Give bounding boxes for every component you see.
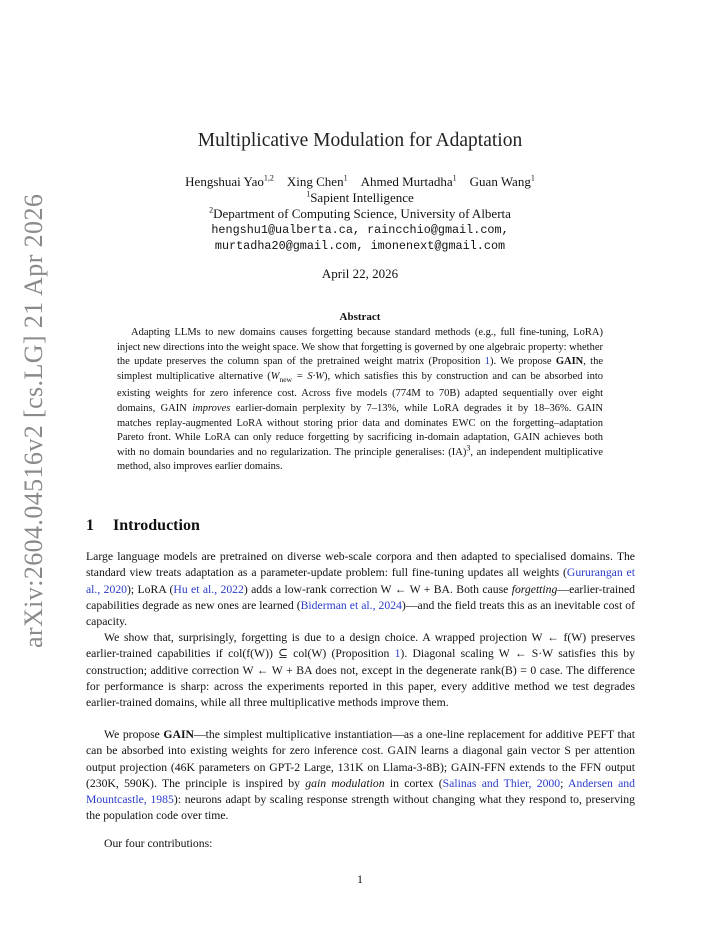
proposition-link[interactable]: 1 <box>484 356 490 368</box>
intro-paragraph: Our four contributions: <box>104 837 213 850</box>
author-affiliation-mark: 1 <box>452 173 457 183</box>
affiliation-mark: 1 <box>306 189 311 199</box>
proposition-link[interactable]: 1 <box>394 647 401 661</box>
author-list <box>0 174 720 190</box>
method-name: GAIN <box>555 356 584 368</box>
intro-paragraph: We show that, surprisingly, forgetting is due to a design choice. A wrapped projection W ← f(W) preserves earlier-trained capabilities if col(f(W)) ⊆ col(W) (Proposition 1). Diagonal scaling W ← S·W satisfies this by construction; additive correction W ← W + BA does not, except in the degenerate rank(B) = 0 case. The difference for performance is sharp: across the experiments reported in this paper, every additive method we test degrades earlier-trained domains, while all three multiplicative methods improve them. <box>86 631 635 710</box>
arxiv-identifier: arXiv:2604.04516v2 [cs.LG] 21 Apr 2026 <box>19 193 48 648</box>
citation-link[interactable]: Biderman et al., 2024 <box>300 598 402 612</box>
page-number: 1 <box>357 872 363 886</box>
affiliation <box>0 206 720 222</box>
author-affiliation-mark: 1 <box>530 173 535 183</box>
section-title: Introduction <box>113 517 200 534</box>
paper-date: April 22, 2026 <box>321 266 399 281</box>
author-affiliation-mark: 1,2 <box>263 173 274 183</box>
author-affiliation-mark: 1 <box>343 173 348 183</box>
author-name: Ahmed Murtadha <box>360 174 453 189</box>
author-email: hengshu1@ualberta.ca, raincchio@gmail.com, <box>211 223 509 237</box>
intro-paragraph: Large language models are pretrained on diverse web-scale corpora and then adapted to specialised domains. The standard view treats adaptation as a parameter-update problem: full fine-tuning updates all weights (Gururangan et al., 2020); LoRA (Hu et al., 2022) adds a low-rank correction W ← W + BA. Both cause forgetting—earlier-trained capabilities degrade as new ones are learned (Biderman et al., 2024)—and the field treats this as an inevitable cost of capacity. <box>86 550 636 629</box>
author-name: Xing Chen <box>286 174 344 189</box>
affiliation-mark: 2 <box>209 205 214 215</box>
citation-link[interactable]: Hu et al., 2022 <box>173 582 244 596</box>
section-heading <box>86 517 200 535</box>
abstract-text: Adapting LLMs to new domains causes forgetting because standard methods (e.g., full fine-tuning, LoRA) inject new directions into the weight space. We show that forgetting is governed by one algebraic property: whether the update preserves the column span of the pretrained weight matrix (Proposition 1). We propose GAIN, the simplest multiplicative alternative $(W_{new} = S\cdot W)$, which satisfies this by construction and can be absorbed into existing weights for zero inference cost. Across five models (774M to 70B) adapted sequentially over eight domains, GAIN improves earlier-domain perplexity by 7–13%, while LoRA degrades it by 18–36%. GAIN matches replay-augmented LoRA without storing prior data and dominates EWC on the forgetting–adaptation Pareto front. While LoRA can only reduce forgetting by sacrificing in-domain adaptation, GAIN achieves both with no domain boundaries and no regularization. The principle generalises: (IA)$^3$, an independent multiplicative method, also improves earlier domains. <box>117 327 604 473</box>
citation-link[interactable]: Salinas and Thier, 2000 <box>442 776 561 790</box>
affiliation <box>0 190 720 206</box>
paper-title: Multiplicative Modulation for Adaptation <box>197 130 523 151</box>
section-number: 1 <box>86 517 94 534</box>
author-name: Guan Wang <box>469 174 531 189</box>
citation-link[interactable]: Andersen and Mountcastle, 1985 <box>86 776 635 807</box>
affiliation-text: Sapient Intelligence <box>310 190 414 205</box>
intro-paragraph: We propose GAIN—the simplest multiplicative instantiation—as a one-line replacement for additive PEFT that can be absorbed into existing weights for zero inference cost. GAIN learns a diagonal gain vector S per attention output projection (46K parameters on GPT-2 Large, 131K on Llama-3-8B); GAIN-FFN extends to the FFN output (230K, 590K). The principle is inspired by gain modulation in cortex (Salinas and Thier, 2000; Andersen and Mountcastle, 1985): neurons adapt by scaling response strength without changing what they respond to, preserving the population code over time. <box>86 728 635 823</box>
author-name: Hengshuai Yao <box>185 174 264 189</box>
author-email: murtadha20@gmail.com, imonenext@gmail.com <box>214 239 506 253</box>
abstract-heading: Abstract <box>339 311 381 323</box>
citation-link[interactable]: Gururangan et al., 2020 <box>86 566 635 596</box>
affiliation-text: Department of Computing Science, University of Alberta <box>213 206 511 221</box>
method-name: GAIN <box>163 728 194 741</box>
